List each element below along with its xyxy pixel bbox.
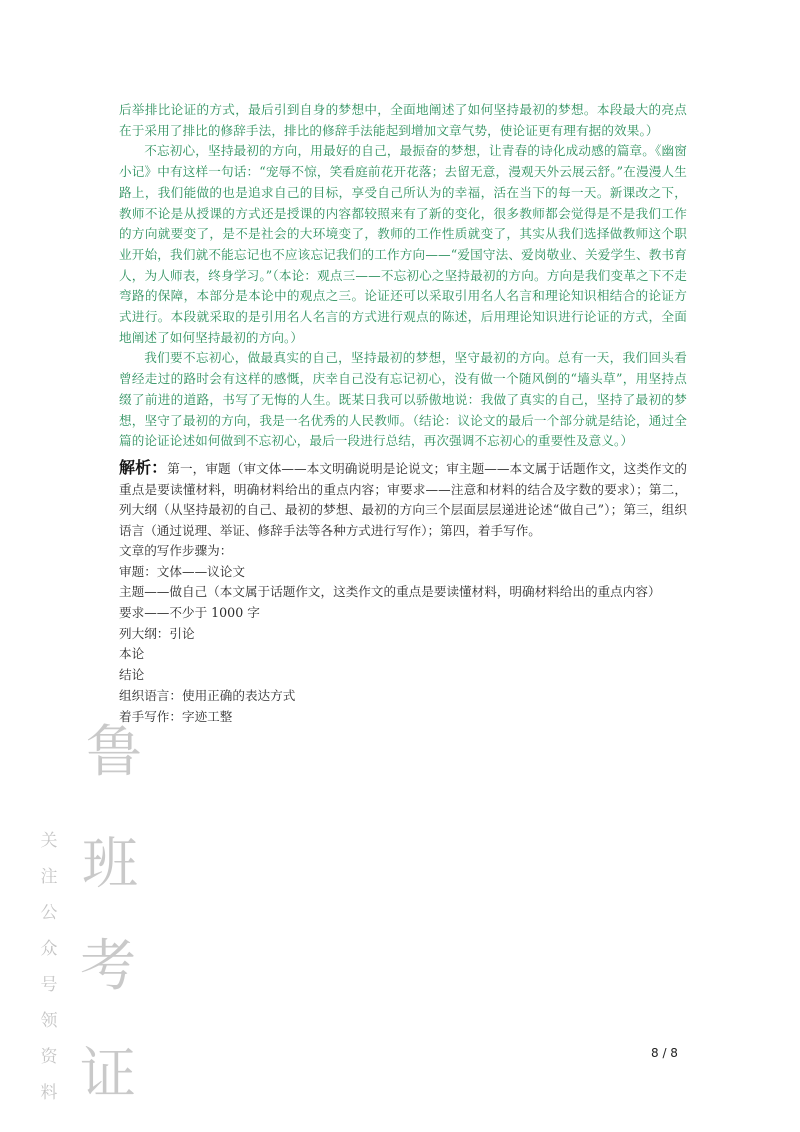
watermark-small-char: 料 [40,1083,58,1103]
step-line: 列大纲：引论 [119,625,195,641]
watermark-small-char: 号 [40,975,58,995]
watermark-small-char: 注 [40,867,58,887]
analysis-label: 解析： [119,458,168,477]
essay-paragraph: 我们要不忘初心，做最真实的自己，坚持最初的梦想，坚守最初的方向。总有一天，我们回头看曾经走过的路时会有这样的感慨，庆幸自己没有忘记初心，没有做一个随风倒的“墙头草”，用坚持点缀了前进的道路，书写了无悔的人生。既某日我可以骄傲地说：我做了真实的自己，坚持了最初的梦想，坚守了最初的方向，我是一名优秀的人民教师。（结论：议论文的最后一个部分就是结论，通过全篇的论证论述如何做到不忘初心，最后一段进行总结，再次强调不忘初心的重要性及意义。） [119,350,687,449]
step-line: 要求——不少于 1000 字 [119,605,260,621]
essay-paragraph: 不忘初心，坚持最初的方向，用最好的自己，最振奋的梦想，让青春的诗化成动感的篇章。《幽窗小记》中有这样一句话：“宠辱不惊，笑看庭前花开花落；去留无意，漫观天外云展云舒。”在漫漫人生路上，我们能做的也是追求自己的目标，享受自己所认为的幸福，活在当下的每一天。新课改之下，教师不论是从授课的方式还是授课的内容都较照来有了新的变化，很多教师都会觉得是不是我们工作的方向就要变了，是不是社会的大环境变了，教师的工作性质就变了，其实从我们选择做教师这个职业开始，我们就不能忘记也不应该忘记我们的工作方向——“爱国守法、爱岗敬业、关爱学生、教书育人，为人师表，终身学习。”（本论：观点三——不忘初心之坚持最初的方向。方向是我们变革之下不走弯路的保障，本部分是本论中的观点之三。论证还可以采取引用名人名言和理论知识相结合的论证方式进行。本段就采取的是引用名人名言的方式进行观点的陈述，后用理论知识进行论证的方式，全面地阐述了如何坚持最初的方向。） [119,143,687,345]
watermark-char: 班 [82,832,138,897]
watermark-vertical-text [34,823,64,1111]
page-number: 8 / 8 [651,1046,678,1060]
watermark-small-char: 领 [40,1011,58,1031]
step-line: 文章的写作步骤为： [119,543,233,558]
writing-steps [119,541,687,727]
step-line: 组织语言：使用正确的表达方式 [119,687,296,703]
step-line: 着手写作：字迹工整 [119,708,233,724]
watermark-small-char: 资 [40,1047,58,1067]
analysis-text: 第一，审题（审文体——本文明确说明是论说文；审主题——本文属于话题作文，这类作文的重点是要读懂材料，明确材料给出的重点内容；审要求——注意和材料的结合及字数的要求）；第二，列大纲（从坚持最初的自己、最初的梦想、最初的方向三个层面层层递进论述“做自己”）；第三，组织语言（通过说理、举证、修辞手法等各种方式进行写作）；第四，着手写作。 [119,461,687,538]
watermark-small-char: 关 [40,831,58,851]
step-line: 主题——做自己（本文属于话题作文，这类作文的重点是要读懂材料，明确材料给出的重点内容） [119,584,661,600]
watermark-char: 鲁 [86,720,142,785]
essay-body [119,100,687,452]
watermark-small-char: 公 [40,903,58,923]
essay-paragraph: 后举排比论证的方式，最后引到自身的梦想中，全面地阐述了如何坚持最初的梦想。本段最大的亮点在于采用了排比的修辞手法，排比的修辞手法能起到增加文章气势，使论证更有理有据的效果。） [119,102,687,138]
watermark-char: 考 [80,934,136,999]
step-line: 审题：文体——议论文 [119,563,245,579]
step-line: 本论 [119,646,145,662]
watermark-small-char: 众 [40,939,58,959]
analysis-section [119,458,687,541]
watermark-char: 证 [80,1042,136,1107]
step-line: 结论 [119,667,145,683]
